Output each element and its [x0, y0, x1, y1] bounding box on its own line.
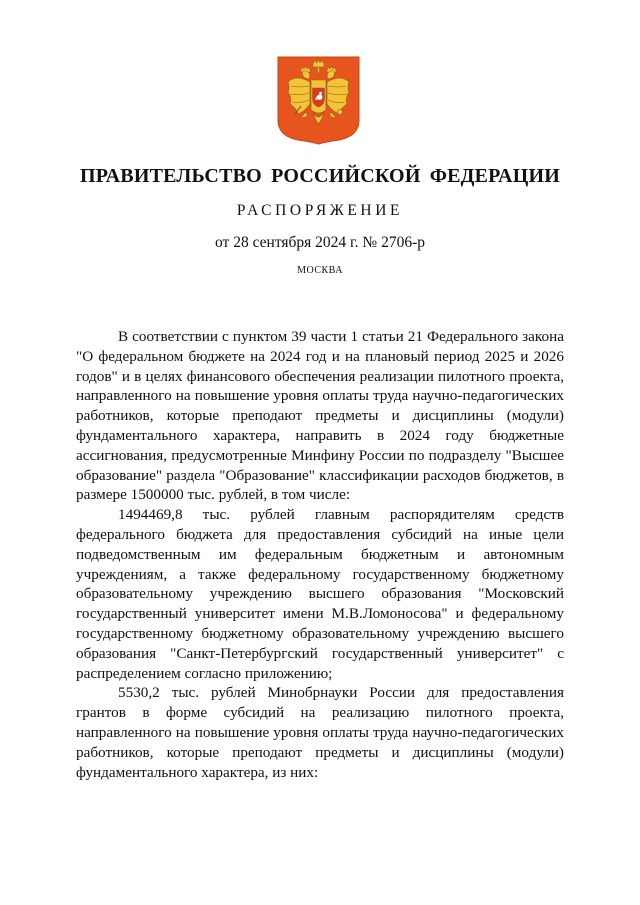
document-type: РАСПОРЯЖЕНИЕ: [236, 202, 404, 219]
russian-coat-of-arms-icon: [277, 56, 360, 145]
document-date-number: от 28 сентября 2024 г. № 2706-р: [215, 234, 425, 251]
paragraph: В соответствии с пунктом 39 части 1 статьи 21 Федерального закона "О федеральном бюджете на 2024 год и на плановый период 2025 и 2026 годов" и в целях финансового обеспечения реализации пилотного проекта, направленного на повышение уровня оплаты труда научно-педагогических работников, которые преподают предметы и дисциплины (модули) фундаментального характера, направить в 2024 году бюджетные ассигнования, предусмотренные Минфину России по подразделу "Высшее образование" раздела "Образование" классификации расходов бюджетов, в размере 1500000 тыс. рублей, в том числе:: [76, 328, 564, 504]
document-city: МОСКВА: [297, 265, 343, 276]
paragraph: 1494469,8 тыс. рублей главным распорядителям средств федерального бюджета для предоставления субсидий на иные цели подведомственным им федеральным бюджетным и автономным учреждениям, а также федеральному государственному бюджетному образовательному учреждению высшего образования "Московский государственный университет имени М.В.Ломоносова" и федеральному государственному бюджетному образовательному учреждению высшего образования "Санкт-Петербургский государственный университет" с распределением согласно приложению;: [76, 506, 564, 682]
government-title: ПРАВИТЕЛЬСТВО РОССИЙСКОЙ ФЕДЕРАЦИИ: [80, 165, 560, 187]
document-body: [76, 327, 564, 782]
paragraph: 5530,2 тыс. рублей Минобрнауки России для предоставления грантов в форме субсидий на реализацию пилотного проекта, направленного на повышение уровня оплаты труда научно-педагогических работников, которые преподают предметы и дисциплины (модули) фундаментального характера, из них:: [76, 684, 564, 781]
